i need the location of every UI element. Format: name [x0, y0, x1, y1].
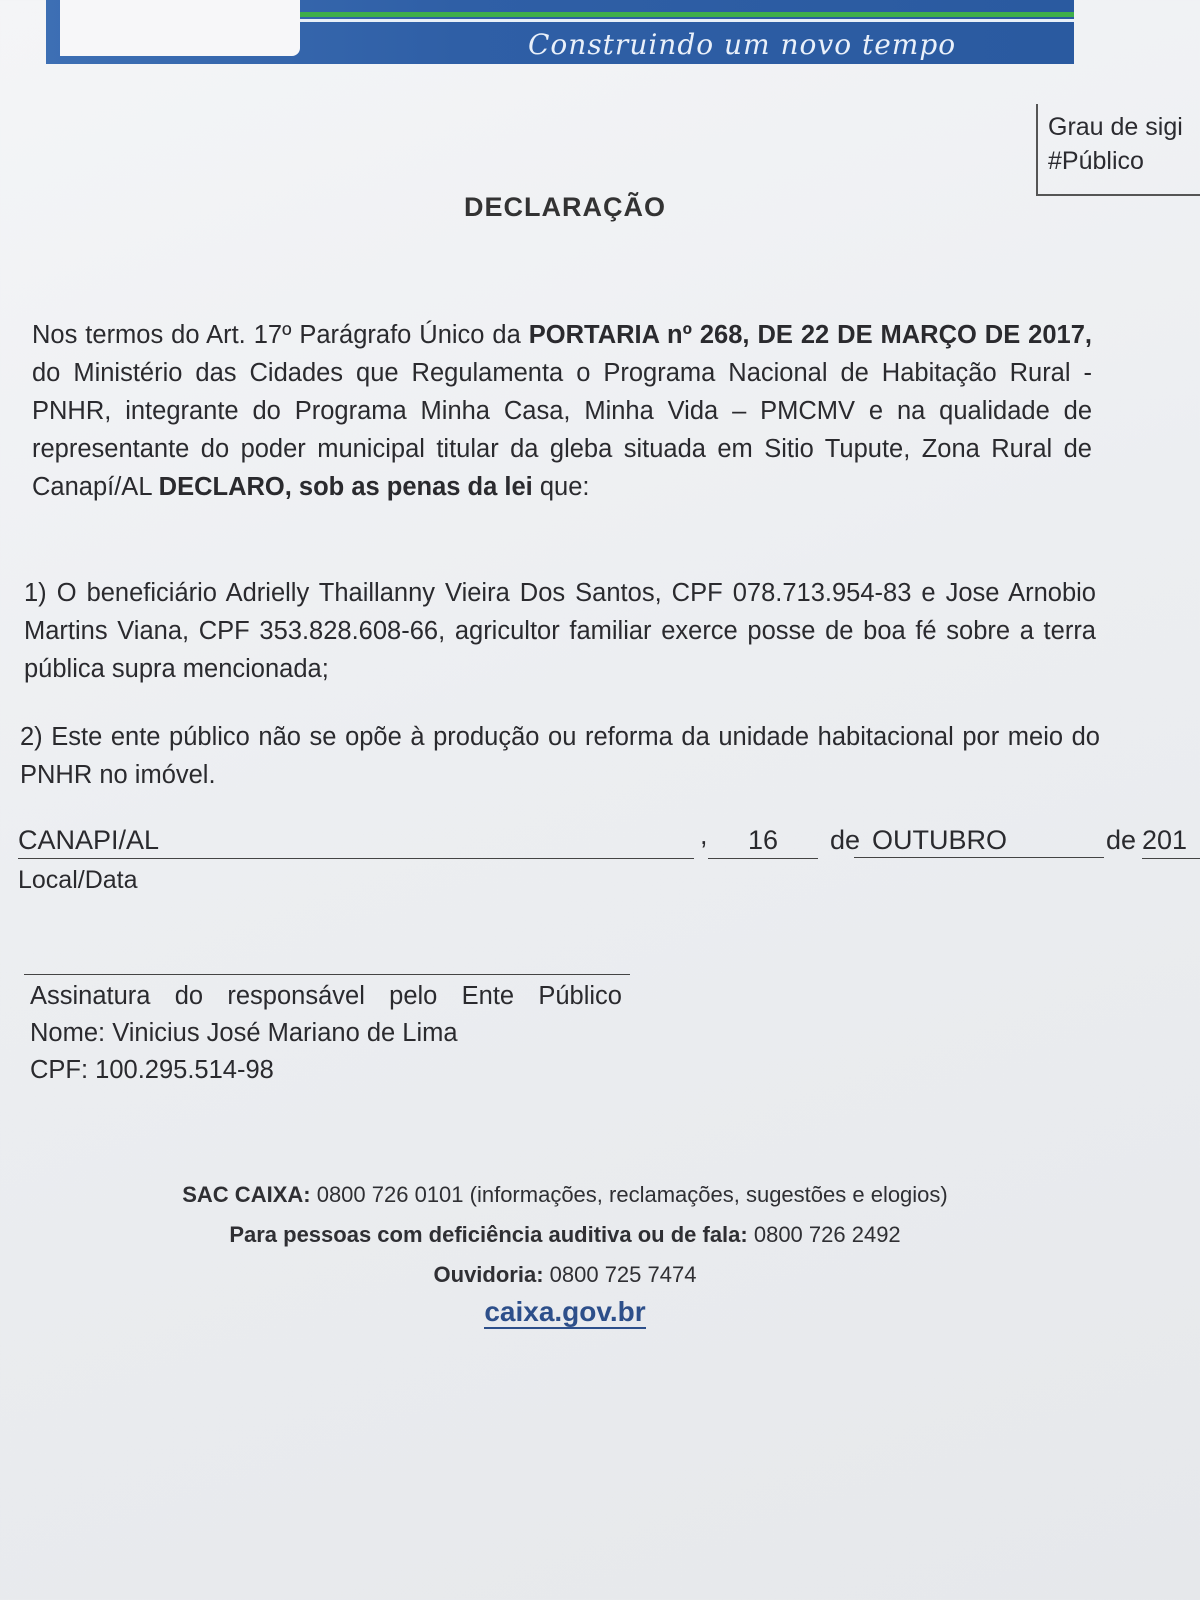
confidentiality-label: Grau de sigi — [1048, 113, 1183, 141]
declaration-item-1: 1) O beneficiário Adrielly Thaillanny Vieira Dos Santos, CPF 078.713.954-83 e Jose Arnobio Martins Viana, CPF 353.828.608-66, agricultor familiar exerce posse de boa fé sobre a terra pública supra mencionada; — [24, 579, 1096, 683]
signature-label: Assinatura do responsável pelo Ente Público — [30, 982, 622, 1010]
portaria-reference: PORTARIA nº 268, DE 22 DE MARÇO DE 2017, — [528, 321, 1092, 349]
day-field: 16 — [708, 822, 818, 859]
local-date-label: Local/Data — [18, 866, 138, 894]
paragraph-text: que: — [532, 473, 590, 501]
header-slogan: Construindo um novo tempo — [528, 28, 957, 61]
paragraph-text: do Ministério das Cidades que Regulamenta o Programa Nacional de Habitação Rural - PNHR, integrante do Programa Minha Casa, Minha Vida – PMCMV e na qualidade de representante do poder municipal titular da gleba situada em Sitio Tupute, Zona Rural de Canapí/AL — [32, 359, 1092, 501]
declaration-item-2: 2) Este ente público não se opõe à produção ou reforma da unidade habitacional por meio do PNHR no imóvel. — [20, 723, 1100, 789]
footer-website — [0, 1296, 1130, 1328]
date-connector: de — [830, 825, 861, 855]
confidentiality-box — [1036, 104, 1200, 196]
footer-label: SAC CAIXA: — [182, 1182, 311, 1207]
footer-text: 0800 726 2492 — [747, 1222, 901, 1247]
header-green-stripe — [300, 12, 1074, 17]
year-field: 201 — [1142, 822, 1200, 859]
local-field: CANAPI/AL — [18, 822, 694, 859]
signature-block — [30, 978, 622, 1089]
footer-label: Ouvidoria: — [433, 1262, 544, 1287]
footer-sac — [0, 1182, 1130, 1208]
header-white-stripe — [300, 19, 1074, 22]
footer-accessibility — [0, 1222, 1130, 1248]
month-field: OUTUBRO — [854, 822, 1104, 858]
confidentiality-value: #Público — [1048, 147, 1144, 175]
declaro-statement: DECLARO, sob as penas da lei — [158, 473, 533, 501]
footer-text: 0800 726 0101 (informações, reclamações, sugestões e elogios) — [310, 1182, 948, 1207]
declaration-paragraph — [32, 316, 1092, 506]
header-logo-area — [60, 0, 300, 56]
paragraph-text: Nos termos do Art. 17º Parágrafo Único da — [32, 321, 529, 349]
website-link[interactable]: caixa.gov.br — [484, 1296, 646, 1327]
signer-cpf: CPF: 100.295.514-98 — [30, 1056, 274, 1084]
footer-text: 0800 725 7474 — [543, 1262, 697, 1287]
footer-ouvidoria — [0, 1262, 1130, 1288]
document-title: DECLARAÇÃO — [464, 192, 666, 222]
footer-label: Para pessoas com deficiência auditiva ou de fala: — [229, 1222, 748, 1247]
signer-name: Nome: Vinicius José Mariano de Lima — [30, 1019, 458, 1047]
date-connector: de — [1106, 825, 1137, 855]
signature-line — [24, 974, 630, 975]
date-comma: , — [700, 820, 708, 850]
